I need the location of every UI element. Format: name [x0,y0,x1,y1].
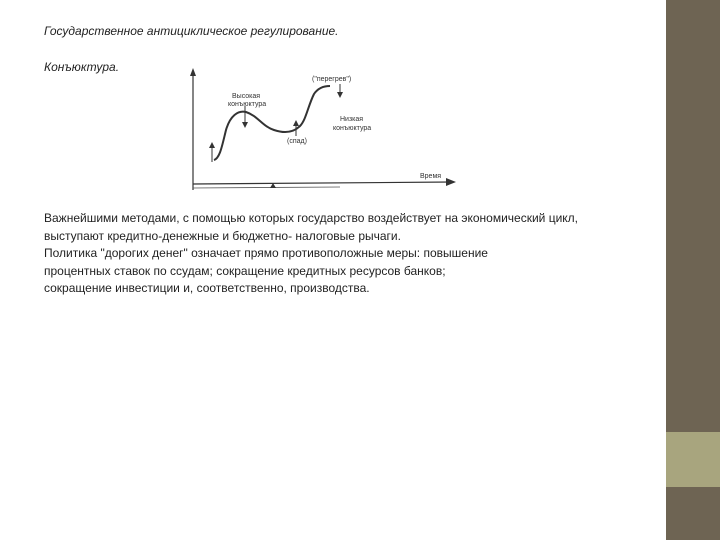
business-cycle-figure [190,66,465,194]
side-band-dark [666,0,720,432]
label-high-1: Высокая [232,93,261,100]
peak-down-arrowhead [242,122,248,128]
label-low-1: Низкая [340,116,364,123]
body-line: процентных ставок по ссудам; сокращение кредитных ресурсов банков; [44,263,446,278]
vertical-axis-arrow [190,68,196,76]
horizontal-axis-arrow [446,178,456,186]
body-line: выступают кредитно-денежные и бюджетно- налоговые рычаги. [44,228,401,243]
horizontal-axis-lower [193,187,340,188]
side-band-bottom [666,487,720,540]
trough-up-arrowhead [293,120,299,126]
slide-subtitle: Конъюктура. [44,60,120,74]
label-overheat: ("перегрев") [312,76,352,83]
slide-title: Государственное антициклическое регулирование. [44,24,339,38]
axis-label-time: Время [420,173,442,180]
label-high-2: конъюктура [228,101,267,108]
horizontal-axis [193,182,452,184]
label-low-2: конъюктура [333,125,372,132]
label-trough: (спад) [287,138,307,145]
start-up-arrowhead [209,142,215,148]
overheat-down-arrowhead [337,92,343,98]
body-text [44,210,654,298]
body-line: сокращение инвестиции и, соответственно, производства. [44,281,370,295]
body-line: Важнейшими методами, с помощью которых государство воздействует на экономический цикл, [44,211,579,225]
body-line: Политика "дорогих денег" означает прямо противоположные меры: повышение [44,246,488,260]
side-band-light [666,432,720,487]
